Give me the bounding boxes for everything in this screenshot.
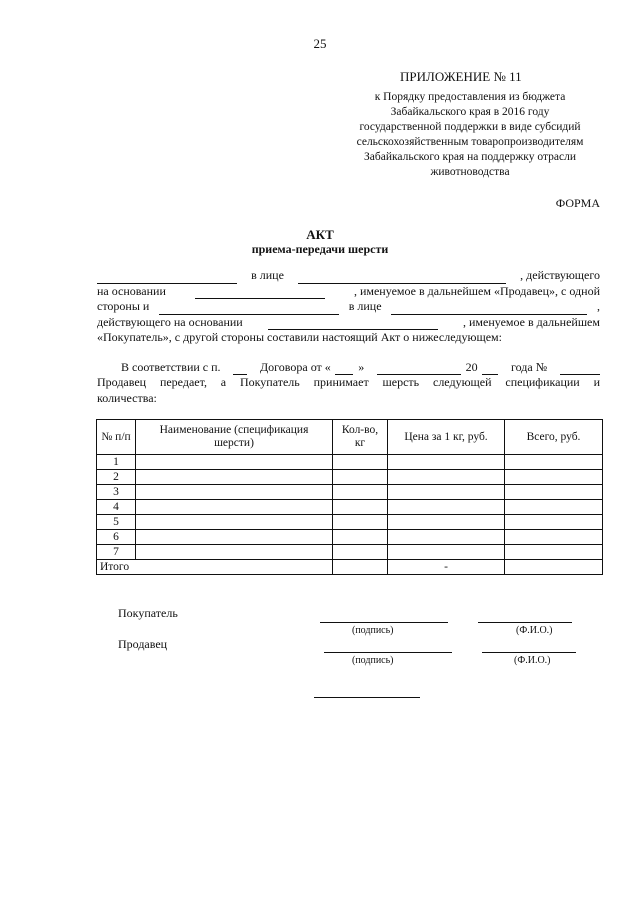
agreement-text: Договора от « xyxy=(259,359,331,374)
table-row xyxy=(97,515,603,530)
col-header-number: № п/п xyxy=(97,420,136,455)
buyer-signature-line[interactable] xyxy=(320,621,448,623)
agreement-line-1 xyxy=(97,360,600,376)
cell-price[interactable] xyxy=(388,515,505,530)
cell-price[interactable] xyxy=(388,455,505,470)
seller-label: Продавец xyxy=(118,637,168,651)
total-quantity-cell[interactable] xyxy=(333,560,388,575)
table-total-row xyxy=(97,560,603,575)
table-row xyxy=(97,485,603,500)
buyer-name-field[interactable] xyxy=(159,302,339,315)
cell-quantity[interactable] xyxy=(333,515,388,530)
buyer-signature-caption: (подпись) xyxy=(352,625,394,636)
agreement-line-3: количества: xyxy=(97,390,157,405)
table-header-row xyxy=(97,420,603,455)
table-row xyxy=(97,530,603,545)
total-sum-cell[interactable] xyxy=(505,560,603,575)
agreement-text: года № xyxy=(511,359,548,374)
cell-price[interactable] xyxy=(388,530,505,545)
seller-signature-line[interactable] xyxy=(324,651,452,653)
intro-text: , именуемое в дальнейшем xyxy=(462,314,600,329)
buyer-representative-field[interactable] xyxy=(391,302,587,315)
cell-total[interactable] xyxy=(505,455,603,470)
month-field[interactable] xyxy=(377,362,461,375)
cell-name[interactable] xyxy=(136,455,333,470)
form-label: ФОРМА xyxy=(555,196,600,210)
cell-price[interactable] xyxy=(388,545,505,560)
cell-price[interactable] xyxy=(388,485,505,500)
total-price-cell: - xyxy=(388,560,505,575)
intro-text: в лице xyxy=(251,268,284,282)
appendix-line: государственной поддержки в виде субсидий xyxy=(359,121,581,133)
buyer-basis-field[interactable] xyxy=(268,317,438,330)
agreement-paragraph xyxy=(97,360,600,407)
cell-total[interactable] xyxy=(505,500,603,515)
cell-name[interactable] xyxy=(136,515,333,530)
intro-text: , именуемое в дальнейшем «Продавец», с одной xyxy=(353,283,600,298)
cell-quantity[interactable] xyxy=(333,455,388,470)
intro-line-5: «Покупатель», с другой стороны составили настоящий Акт о нижеследующем: xyxy=(97,330,502,344)
basis-field[interactable] xyxy=(195,286,325,299)
cell-total[interactable] xyxy=(505,515,603,530)
act-title: АКТ xyxy=(306,227,334,242)
intro-text: в лице xyxy=(348,299,382,313)
cell-quantity[interactable] xyxy=(333,485,388,500)
cell-total[interactable] xyxy=(505,485,603,500)
cell-name[interactable] xyxy=(136,545,333,560)
row-number: 6 xyxy=(97,530,136,545)
representative-field[interactable] xyxy=(298,271,506,284)
appendix-line: к Порядку предоставления из бюджета xyxy=(374,91,566,103)
appendix-line: животноводства xyxy=(430,166,510,178)
contract-number-field[interactable] xyxy=(560,362,600,375)
agreement-text: » xyxy=(358,359,365,374)
page-number: 25 xyxy=(313,36,327,51)
cell-name[interactable] xyxy=(136,470,333,485)
agreement-text: 20 xyxy=(465,359,478,374)
table-row xyxy=(97,470,603,485)
table-row xyxy=(97,455,603,470)
cell-price[interactable] xyxy=(388,500,505,515)
buyer-label: Покупатель xyxy=(118,606,178,620)
cell-quantity[interactable] xyxy=(333,530,388,545)
appendix-text xyxy=(330,90,610,180)
row-number: 3 xyxy=(97,485,136,500)
col-header-price: Цена за 1 кг, руб. xyxy=(388,420,505,455)
col-header-total: Всего, руб. xyxy=(505,420,603,455)
agreement-text: В соответствии с п. xyxy=(121,359,221,374)
act-subtitle: приема-передачи шерсти xyxy=(251,242,389,256)
cell-name[interactable] xyxy=(136,485,333,500)
intro-paragraph xyxy=(97,268,600,406)
intro-line-2 xyxy=(97,284,600,300)
buyer-name-line[interactable] xyxy=(478,621,572,623)
intro-text: стороны и xyxy=(97,299,150,313)
table-row xyxy=(97,545,603,560)
intro-text: действующего на основании xyxy=(97,314,243,329)
table-row xyxy=(97,500,603,515)
cell-total[interactable] xyxy=(505,530,603,545)
cell-name[interactable] xyxy=(136,500,333,515)
appendix-line: Забайкальского края в 2016 году xyxy=(390,106,550,118)
cell-quantity[interactable] xyxy=(333,545,388,560)
specification-table xyxy=(96,419,603,575)
day-field[interactable] xyxy=(335,362,353,375)
intro-line-4 xyxy=(97,315,600,331)
cell-quantity[interactable] xyxy=(333,500,388,515)
seller-signature-caption: (подпись) xyxy=(352,655,394,666)
total-label: Итого xyxy=(97,560,333,575)
intro-text: на основании xyxy=(97,283,166,298)
row-number: 5 xyxy=(97,515,136,530)
year-field[interactable] xyxy=(482,362,498,375)
cell-price[interactable] xyxy=(388,470,505,485)
intro-line-3 xyxy=(97,299,600,315)
row-number: 4 xyxy=(97,500,136,515)
bottom-separator-line xyxy=(314,696,420,698)
buyer-name-caption: (Ф.И.О.) xyxy=(516,625,553,636)
seller-name-line[interactable] xyxy=(482,651,576,653)
cell-total[interactable] xyxy=(505,470,603,485)
cell-quantity[interactable] xyxy=(333,470,388,485)
cell-name[interactable] xyxy=(136,530,333,545)
row-number: 7 xyxy=(97,545,136,560)
col-header-name: Наименование (спецификация шерсти) xyxy=(136,420,333,455)
clause-field[interactable] xyxy=(233,362,247,375)
org-name-field[interactable] xyxy=(97,271,237,284)
appendix-line: сельскохозяйственным товаропроизводителям xyxy=(356,136,584,148)
intro-text: , действующего xyxy=(520,268,600,282)
appendix-title: ПРИЛОЖЕНИЕ № 11 xyxy=(400,69,522,84)
cell-total[interactable] xyxy=(505,545,603,560)
row-number: 2 xyxy=(97,470,136,485)
intro-line-1 xyxy=(97,268,600,284)
appendix-line: Забайкальского края на поддержку отрасли xyxy=(364,151,576,163)
intro-text: , xyxy=(596,299,600,313)
row-number: 1 xyxy=(97,455,136,470)
seller-name-caption: (Ф.И.О.) xyxy=(514,655,551,666)
col-header-quantity: Кол-во, кг xyxy=(333,420,388,455)
agreement-line-2: Продавец передает, а Покупатель принимает шерсть следующей спецификации и xyxy=(97,375,600,389)
